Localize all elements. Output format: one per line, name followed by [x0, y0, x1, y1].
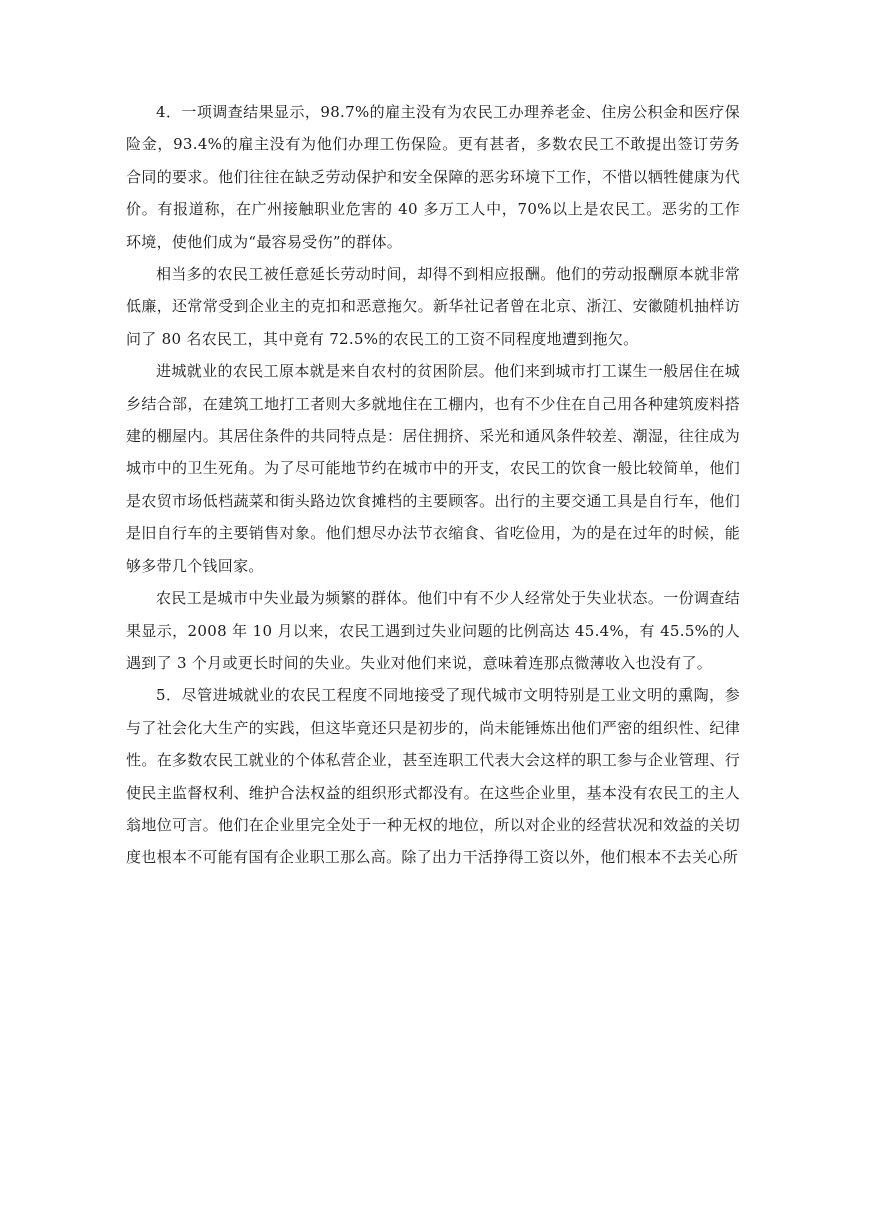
paragraph-wage-arrears: 相当多的农民工被任意延长劳动时间，却得不到相应报酬。他们的劳动报酬原本就非常低廉，还常常受到企业主的克扣和恶意拖欠。新华社记者曾在北京、浙江、安徽随机抽样访问了 80 名农民工，其中竟有 72.5%的农民工的工资不同程度地遭到拖欠。 [126, 265, 740, 348]
paragraph-4-insurance: 4．一项调查结果显示，98.7%的雇主没有为农民工办理养老金、住房公积金和医疗保险金，93.4%的雇主没有为他们办理工伤保险。更有甚者，多数农民工不敢提出签订劳务合同的要求。他们往往在缺乏劳动保护和安全保障的恶劣环境下工作，不惜以牺牲健康为代价。有报道称，在广州接触职业危害的 40 多万工人中，70%以上是农民工。恶劣的工作环境，使他们成为“最容易受伤”的群体。 [126, 103, 740, 251]
paragraph-living-conditions: 进城就业的农民工原本就是来自农村的贫困阶层。他们来到城市打工谋生一般居住在城乡结合部，在建筑工地打工者则大多就地住在工棚内，也有不少住在自己用各种建筑废料搭建的棚屋内。其居住条件的共同特点是：居住拥挤、采光和通风条件较差、潮湿，往往成为城市中的卫生死角。为了尽可能地节约在城市中的开支，农民工的饮食一般比较简单，他们是农贸市场低档蔬菜和街头路边饮食摊档的主要顾客。出行的主要交通工具是自行车，他们是旧自行车的主要销售对象。他们想尽办法节衣缩食、省吃俭用，为的是在过年的时候，能够多带几个钱回家。 [126, 362, 740, 575]
paragraph-5-organization: 5．尽管进城就业的农民工程度不同地接受了现代城市文明特别是工业文明的熏陶，参与了社会化大生产的实践，但这毕竟还只是初步的，尚未能锤炼出他们严密的组织性、纪律性。在多数农民工就业的个体私营企业，甚至连职工代表大会这样的职工参与企业管理、行使民主监督权利、维护合法权益的组织形式都没有。在这些企业里，基本没有农民工的主人翁地位可言。他们在企业里完全处于一种无权的地位，所以对企业的经营状况和效益的关切度也根本不可能有国有企业职工那么高。除了出力干活挣得工资以外，他们根本不去关心所 [126, 686, 740, 867]
paragraph-unemployment: 农民工是城市中失业最为频繁的群体。他们中有不少人经常处于失业状态。一份调查结果显示，2008 年 10 月以来，农民工遇到过失业问题的比例高达 45.4%，有 45.5%的人遇到了 3 个月或更长时间的失业。失业对他们来说，意味着连那点微薄收入也没有了。 [126, 589, 740, 672]
document-body [126, 96, 740, 874]
